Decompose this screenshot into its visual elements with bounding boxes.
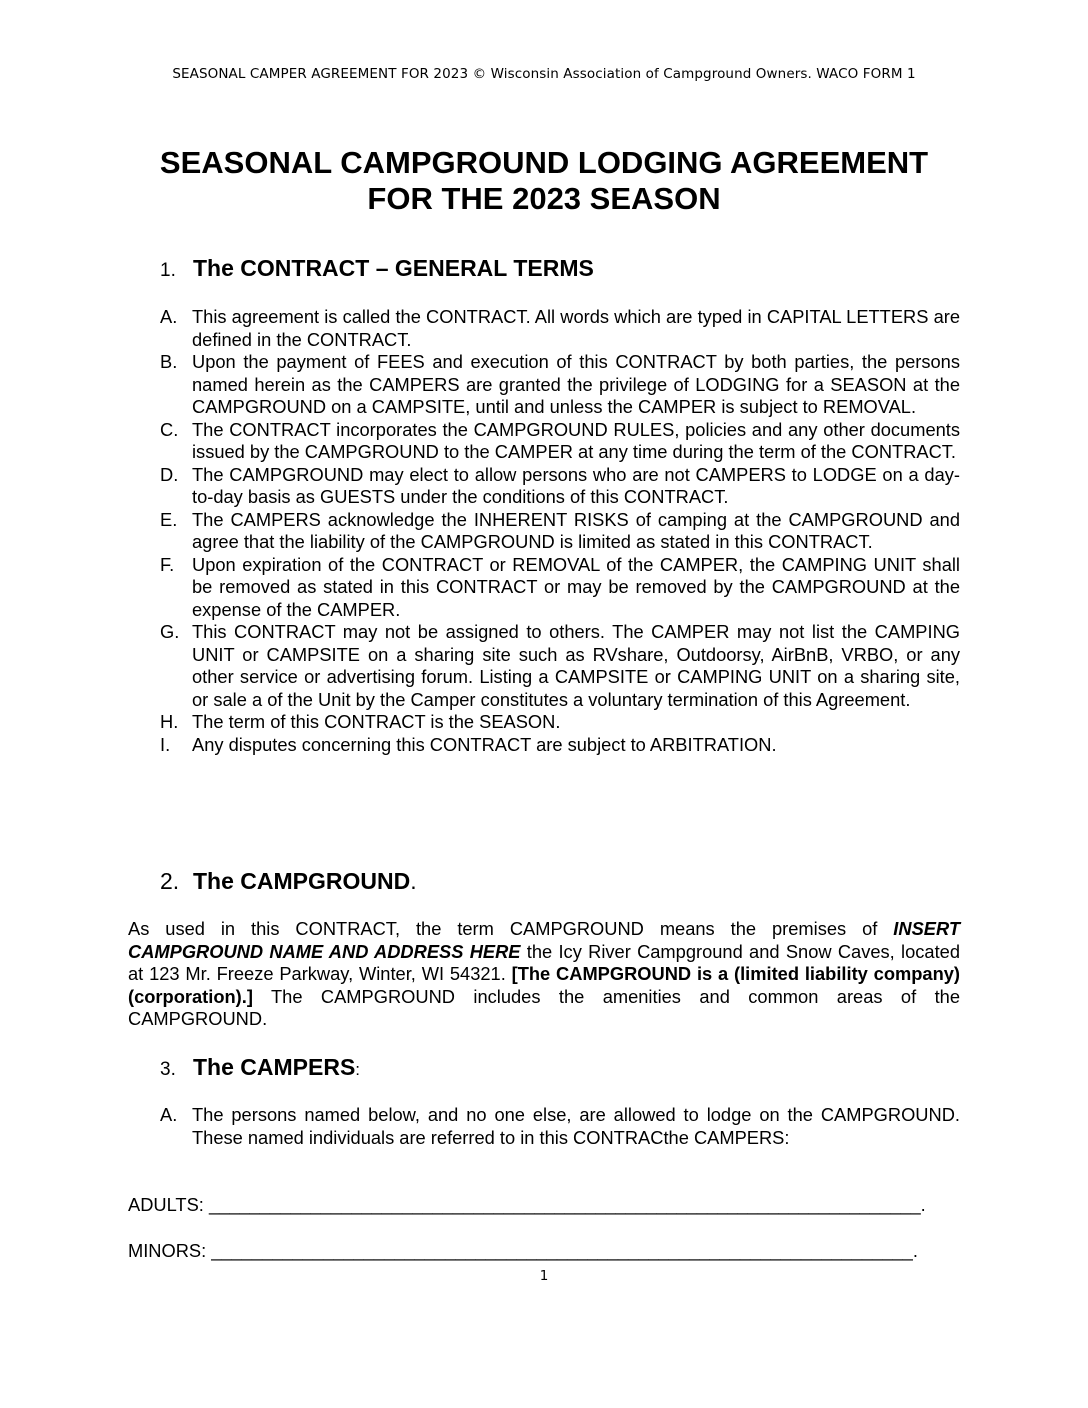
section-3-list (160, 1104, 960, 1149)
section-2-suffix: . (410, 868, 417, 894)
minors-field[interactable] (128, 1240, 918, 1262)
section-3-number: 3. (160, 1059, 176, 1080)
item-text: Upon expiration of the CONTRACT or REMOVAL of the CAMPER, the CAMPING UNIT shall be removed as stated in this CONTRACT or may be removed by the CAMPGROUND at the expense of the CAMPER. (192, 553, 960, 620)
title-line-1: SEASONAL CAMPGROUND LODGING AGREEMENT (159, 145, 929, 180)
para-location: the Icy River Campground and Snow Caves, located at 123 Mr. Freeze Parkway, Winter, WI 54321. (128, 940, 960, 984)
section-2-heading (160, 868, 417, 895)
item-text: Upon the payment of FEES and execution of this CONTRACT by both parties, the persons named herein as the CAMPERS are granted the privilege of LODGING for a SEASON at the CAMPGROUND on a CAMPSITE, until and unless the CAMPER is subject to REMOVAL. (192, 351, 960, 417)
item-text: The CAMPERS acknowledge the INHERENT RISKS of camping at the CAMPGROUND and agree that the liability of the CAMPGROUND is limited as stated in this CONTRACT. (192, 508, 960, 552)
section-2-title: The CAMPGROUND (193, 868, 411, 894)
list-item (160, 734, 960, 757)
section-1-title: The CONTRACT – GENERAL TERMS (193, 255, 594, 281)
list-item (160, 554, 960, 622)
item-text: The CONTRACT incorporates the CAMPGROUND RULES, policies and any other documents issued by the CAMPGROUND to the CAMPER at any time during the term of the CONTRACT. (192, 418, 960, 462)
item-marker: F. (160, 553, 175, 575)
item-marker: G. (160, 621, 180, 642)
section-3-title: The CAMPERS (193, 1054, 356, 1080)
section-2-number: 2. (160, 868, 180, 894)
item-text: This agreement is called the CONTRACT. All words which are typed in CAPITAL LETTERS are defined in the CONTRACT. (192, 306, 960, 350)
list-item (160, 464, 960, 509)
item-text: Any disputes concerning this CONTRACT are subject to ARBITRATION. (192, 733, 777, 755)
minors-blank[interactable]: _____________________________________________________________________. (211, 1240, 918, 1261)
section-1-number: 1. (160, 260, 176, 281)
list-item (160, 509, 960, 554)
section-3-suffix: : (355, 1060, 361, 1079)
adults-field[interactable] (128, 1194, 926, 1216)
item-marker: E. (160, 508, 178, 530)
list-item (160, 351, 960, 419)
campground-paragraph (128, 918, 960, 1031)
title-line-2: FOR THE 2023 SEASON (367, 181, 721, 216)
item-text: The CAMPGROUND may elect to allow persons who are not CAMPERS to LODGE on a day-to-day basis as GUESTS under the conditions of this CONTRACT. (192, 463, 960, 507)
page-number: 1 (539, 1268, 549, 1284)
para-intro: As used in this CONTRACT, the term CAMPGROUND means the premises of (128, 918, 894, 939)
item-marker: B. (160, 351, 178, 372)
running-header: SEASONAL CAMPER AGREEMENT FOR 2023 © Wisconsin Association of Campground Owners. WACO FORM 1 (172, 66, 916, 82)
section-1-heading (160, 255, 594, 282)
item-marker: A. (160, 306, 178, 327)
list-item (160, 306, 960, 351)
item-text: The persons named below, and no one else, are allowed to lodge on the CAMPGROUND. These named individuals are referred to in this CONTRACthe CAMPERS: (192, 1104, 960, 1148)
item-marker: C. (160, 418, 179, 440)
minors-label: MINORS: (128, 1240, 212, 1261)
item-marker: I. (160, 733, 171, 755)
item-marker: H. (160, 711, 179, 732)
list-item (160, 419, 960, 464)
document-title (0, 145, 1088, 217)
entity-type-clause: [The CAMPGROUND is a (limited liability company)(corporation).] (128, 963, 961, 1007)
adults-blank[interactable]: ______________________________________________________________________. (208, 1194, 926, 1215)
item-marker: A. (160, 1104, 178, 1125)
item-marker: D. (160, 463, 179, 485)
section-3-heading (160, 1054, 360, 1081)
list-item (160, 621, 960, 711)
list-item (160, 711, 960, 734)
para-end: The CAMPGROUND includes the amenities and common areas of the CAMPGROUND. (128, 985, 960, 1029)
item-text: The term of this CONTRACT is the SEASON. (192, 711, 561, 732)
insert-placeholder: INSERT CAMPGROUND NAME AND ADDRESS HERE (128, 918, 960, 962)
list-item (160, 1104, 960, 1149)
item-text: This CONTRACT may not be assigned to others. The CAMPER may not list the CAMPING UNIT or CAMPSITE on a sharing site such as RVshare, Outdoorsy, AirBnB, VRBO, or any other service or advertising forum. Listing a CAMPSITE or CAMPING UNIT on a sharing site, or sale a of the Unit by the Camper constitutes a voluntary termination of this Agreement. (192, 621, 960, 710)
adults-label: ADULTS: (128, 1194, 209, 1215)
section-1-list (160, 306, 960, 756)
